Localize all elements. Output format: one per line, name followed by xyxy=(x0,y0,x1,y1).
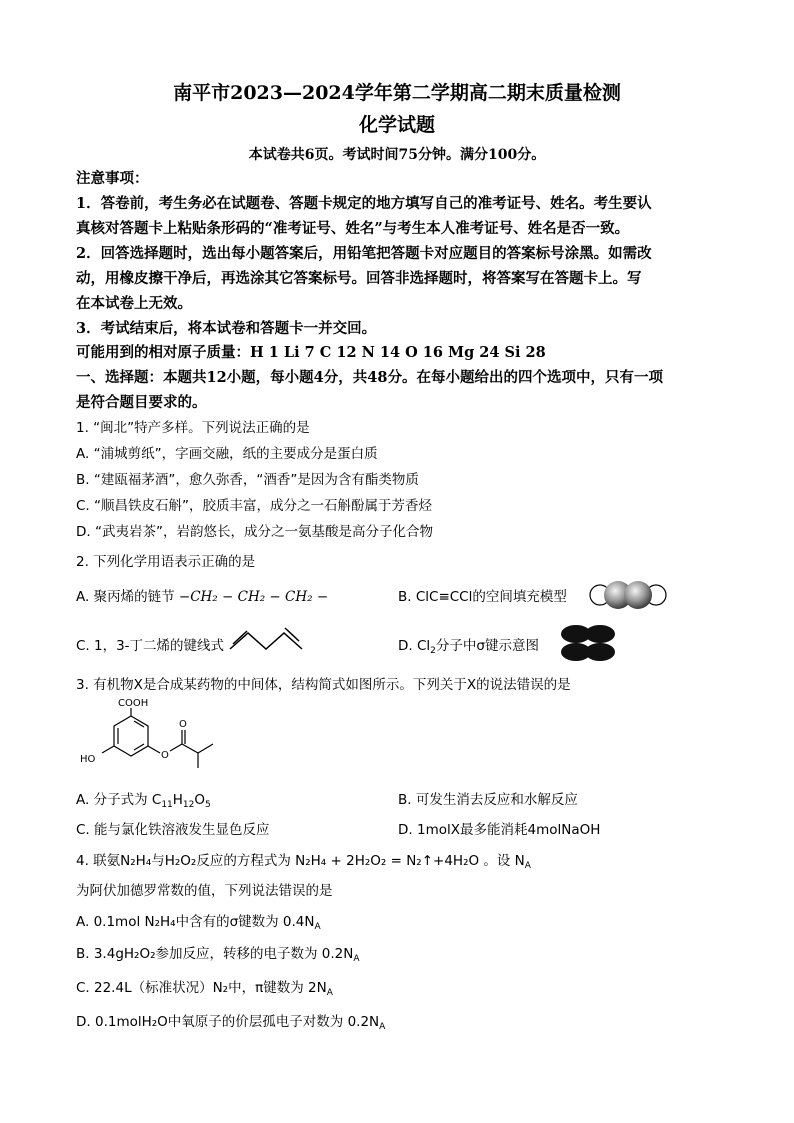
q2-option-d-post: 分子中σ键示意图 xyxy=(435,638,539,654)
q3-option-a-o: O xyxy=(194,792,206,808)
structure-ho-label: HO xyxy=(80,754,96,765)
q3-option-a-pre: A. 分子式为 C xyxy=(76,792,162,808)
q1-option-d: D. “武夷岩茶”，岩韵悠长，成分之一氨基酸是高分子化合物 xyxy=(76,524,433,540)
q1-option-a: A. “浦城剪纸”，字画交融，纸的主要成分是蛋白质 xyxy=(76,446,378,462)
note-2b: 动，用橡皮擦干净后，再选涂其它答案标号。回答非选择题时，将答案写在答题卡上。写 xyxy=(76,270,642,287)
atomic-masses: 可能用到的相对原子质量：H 1 Li 7 C 12 N 14 O 16 Mg 24 Si 28 xyxy=(76,344,546,361)
structure-carbonyl-o-label: O xyxy=(179,719,187,730)
q4-option-b xyxy=(76,942,716,964)
q4-option-d xyxy=(76,1010,716,1032)
q3-option-a-sub2: 12 xyxy=(182,800,195,810)
q4-stem-1-text: 4. 联氨N₂H₄与H₂O₂反应的方程式为 N₂H₄ + 2H₂O₂ = N₂↑+4H₂O 。设 N xyxy=(76,853,525,869)
section-1-heading-b: 是符合题目要求的。 xyxy=(76,394,207,411)
note-1b: 真核对答题卡上粘贴条形码的“准考证号、姓名”与考生本人准考证号、姓名是否一致。 xyxy=(76,220,630,237)
note-1a: 1．答卷前，考生务必在试题卷、答题卡规定的地方填写自己的准考证号、姓名。考生要认 xyxy=(76,195,652,212)
q2-option-d xyxy=(398,634,539,656)
q4-option-a xyxy=(76,910,716,932)
sigma-bond-orbital-icon xyxy=(560,624,616,662)
q3-stem: 3. 有机物X是合成某药物的中间体，结构简式如图所示。下列关于X的说法错误的是 xyxy=(76,677,571,693)
q4-option-c xyxy=(76,976,716,998)
note-2a: 2．回答选择题时，选出每小题答案后，用铅笔把答题卡对应题目的答案标号涂黑。如需改 xyxy=(76,245,652,262)
q1-option-b: B. “建瓯福茅酒”，愈久弥香，“酒香”是因为含有酯类物质 xyxy=(76,472,419,488)
note-3: 3．考试结束后，将本试卷和答题卡一并交回。 xyxy=(76,320,377,337)
q4-stem-1-sub: A xyxy=(524,861,531,871)
q2-option-d-pre: D. Cl xyxy=(398,638,431,654)
exam-title: 南平市2023—2024学年第二学期高二期末质量检测 xyxy=(173,82,621,104)
q3-option-b: B. 可发生消去反应和水解反应 xyxy=(398,792,578,808)
q4-option-d-text: D. 0.1molH₂O中氧原子的价层孤电子对数为 0.2N xyxy=(76,1014,380,1030)
butadiene-skeletal-icon xyxy=(228,627,304,653)
q4-option-a-sub: A xyxy=(314,922,321,932)
q2-option-a-formula: −CH₂ − CH₂ − CH₂ − xyxy=(178,589,329,605)
exam-info: 本试卷共6页。考试时间75分钟。满分100分。 xyxy=(248,147,546,163)
q2-option-d-sub: 2 xyxy=(430,646,436,656)
q4-option-a-text: A. 0.1mol N₂H₄中含有的σ键数为 0.4N xyxy=(76,914,315,930)
q3-option-a-sub3: 5 xyxy=(205,800,211,810)
q4-option-d-sub: A xyxy=(379,1022,386,1032)
notes-heading: 注意事项： xyxy=(76,170,149,187)
q3-option-a-sub1: 11 xyxy=(161,800,173,810)
section-1-heading-a: 一、选择题：本题共12小题，每小题4分，共48分。在每小题给出的四个选项中，只有一项 xyxy=(76,369,663,386)
exam-subject: 化学试题 xyxy=(358,114,435,136)
space-filling-model-icon xyxy=(588,578,668,612)
q2-option-b: B. ClC≡CCl的空间填充模型 xyxy=(398,589,567,605)
note-2c: 在本试卷上无效。 xyxy=(76,295,192,312)
q1-stem: 1. “闽北”特产多样。下列说法正确的是 xyxy=(76,420,310,436)
q2-option-c: C. 1，3-丁二烯的键线式 xyxy=(76,638,225,654)
q4-option-b-sub: A xyxy=(353,954,360,964)
q4-option-c-sub: A xyxy=(326,988,333,998)
q4-stem-1 xyxy=(76,849,716,871)
q4-option-c-text: C. 22.4L（标准状况）N₂中，π键数为 2N xyxy=(76,980,327,996)
compound-x-structure xyxy=(76,696,236,776)
q4-option-b-text: B. 3.4gH₂O₂参加反应，转移的电子数为 0.2N xyxy=(76,946,354,962)
q2-option-a-label: A. 聚丙烯的链节 xyxy=(76,589,175,605)
structure-ester-o-label: O xyxy=(161,750,169,761)
q3-option-d: D. 1molX最多能消耗4molNaOH xyxy=(398,822,601,838)
structure-cooh-label: COOH xyxy=(118,698,149,709)
q1-option-c: C. “顺昌铁皮石斛”，胶质丰富，成分之一石斛酚属于芳香烃 xyxy=(76,498,432,514)
q3-option-a-h: H xyxy=(172,792,183,808)
q3-option-a xyxy=(76,788,716,810)
q2-stem: 2. 下列化学用语表示正确的是 xyxy=(76,554,256,570)
q3-option-c: C. 能与氯化铁溶液发生显色反应 xyxy=(76,822,270,838)
q4-stem-2: 为阿伏加德罗常数的值，下列说法错误的是 xyxy=(76,883,333,899)
